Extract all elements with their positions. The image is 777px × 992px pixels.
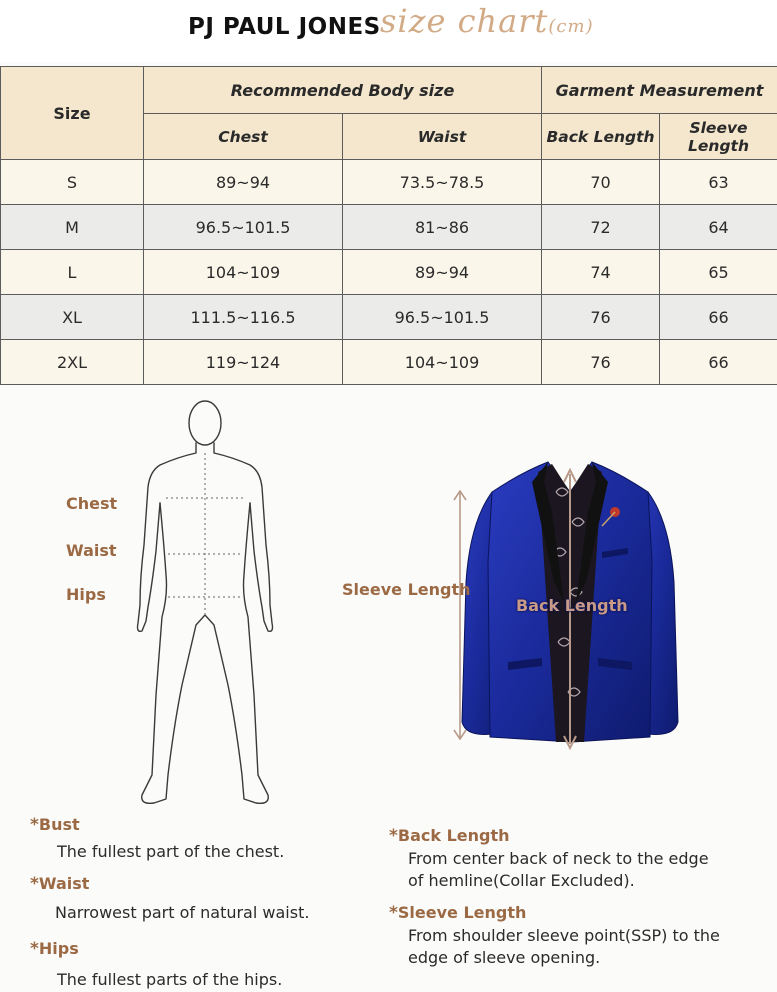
table-row [1,340,777,385]
label-hips: Hips [66,585,106,604]
header-waist: Waist [343,114,542,160]
note-bust-text: The fullest part of the chest. [57,842,285,861]
label-chest: Chest [66,494,118,513]
chart-title: size chart(cm) [380,2,594,40]
cell-waist: 73.5~78.5 [343,160,542,205]
cell-size: M [1,205,144,250]
cell-back-length: 76 [542,295,660,340]
table-row [1,205,777,250]
cell-sleeve-length: 66 [660,295,777,340]
cell-size: XL [1,295,144,340]
body-silhouette [130,395,280,815]
note-back-length-title: *Back Length [389,826,510,846]
table-row [1,160,777,205]
cell-back-length: 74 [542,250,660,295]
cell-sleeve-length: 65 [660,250,777,295]
header-body-size: Recommended Body size [144,67,542,114]
cell-sleeve-length: 66 [660,340,777,385]
cell-waist: 104~109 [343,340,542,385]
note-hips-text: The fullest parts of the hips. [57,970,283,989]
table-row [1,295,777,340]
cell-size: 2XL [1,340,144,385]
note-back-length-line2: of hemline(Collar Excluded). [408,871,635,890]
note-sleeve-length-title: *Sleeve Length [389,903,527,923]
cell-waist: 96.5~101.5 [343,295,542,340]
note-sleeve-length-line2: edge of sleeve opening. [408,948,601,967]
note-hips-title: *Hips [30,939,79,959]
table-row [1,250,777,295]
size-table [0,66,777,385]
cell-waist: 81~86 [343,205,542,250]
cell-size: S [1,160,144,205]
cell-sleeve-length: 64 [660,205,777,250]
cell-chest: 89~94 [144,160,343,205]
cell-waist: 89~94 [343,250,542,295]
label-back-length: Back Length [516,596,628,615]
header-chest: Chest [144,114,343,160]
cell-sleeve-length: 63 [660,160,777,205]
cell-back-length: 70 [542,160,660,205]
note-bust-title: *Bust [30,815,80,835]
cell-chest: 119~124 [144,340,343,385]
header-sleeve-length: Sleeve Length [660,114,777,160]
note-back-length-line1: From center back of neck to the edge [408,849,709,868]
header-garment: Garment Measurement [542,67,777,114]
label-sleeve-length: Sleeve Length [342,580,471,599]
sleeve-length-arrow [452,490,468,740]
header-size: Size [1,67,144,160]
note-waist-text: Narrowest part of natural waist. [55,903,310,922]
header-back-length: Back Length [542,114,660,160]
cell-size: L [1,250,144,295]
cell-chest: 104~109 [144,250,343,295]
cell-back-length: 72 [542,205,660,250]
cell-chest: 111.5~116.5 [144,295,343,340]
cell-chest: 96.5~101.5 [144,205,343,250]
note-waist-title: *Waist [30,874,90,894]
brand-name: PJ PAUL JONES [188,14,381,40]
cell-back-length: 76 [542,340,660,385]
label-waist: Waist [66,541,117,560]
note-sleeve-length-line1: From shoulder sleeve point(SSP) to the [408,926,720,945]
